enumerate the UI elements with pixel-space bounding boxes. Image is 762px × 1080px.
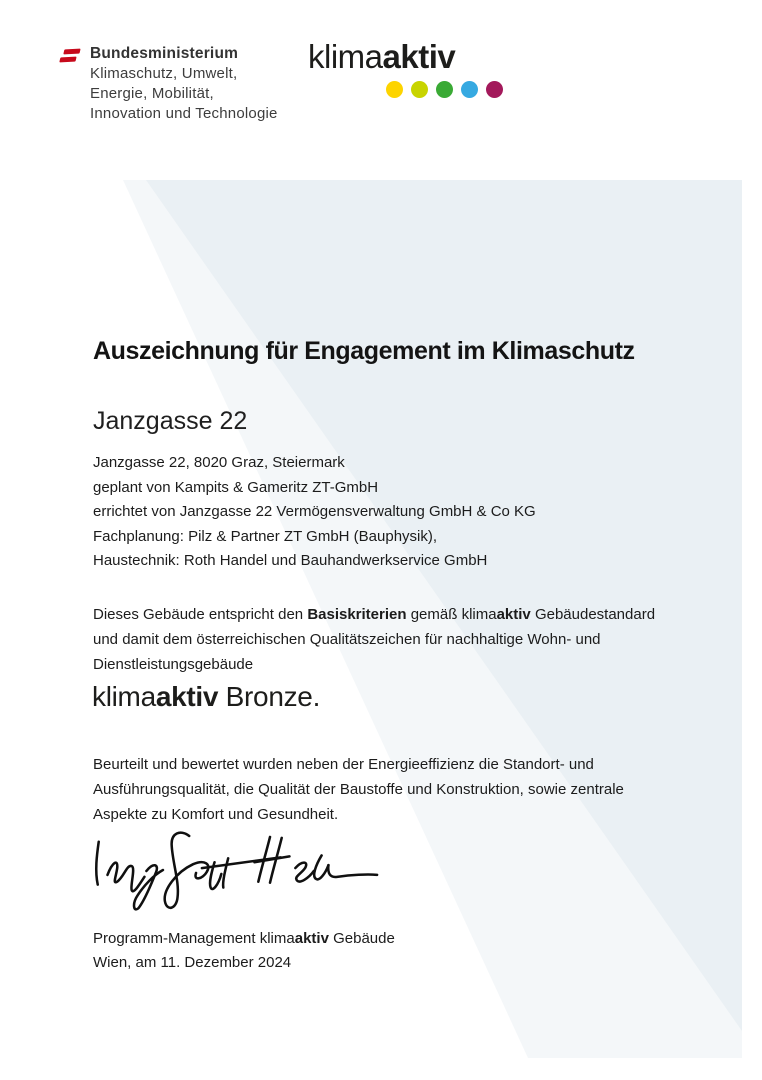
footer-segment: Programm-Management klima (93, 930, 295, 947)
statement-segment: Dieses Gebäude entspricht den (93, 606, 308, 623)
statement-line: und damit dem österreichischen Qualitätszeichen für nachhaltige Wohn- und (93, 631, 601, 648)
brand-dot (461, 81, 478, 98)
statement-line (93, 602, 655, 627)
award-brand-regular: klima (92, 681, 156, 712)
ministry-department-line: Innovation und Technologie (90, 105, 278, 122)
statement-segment-bold: aktiv (496, 606, 531, 623)
ministry-text (90, 44, 278, 124)
ministry-department-line: Energie, Mobilität, (90, 85, 214, 102)
flag-bar-top (63, 49, 80, 54)
detail-line: errichtet von Janzgasse 22 Vermögensverwaltung GmbH & Co KG (93, 503, 536, 520)
statement-line: Dienstleistungsgebäude (93, 656, 254, 673)
ministry-name: Bundesministerium (90, 45, 239, 62)
project-details (93, 451, 536, 574)
klimaaktiv-logo (308, 38, 455, 76)
statement-segment: Gebäudestandard (530, 606, 656, 623)
brand-regular: klima (308, 38, 383, 75)
detail-line: Janzgasse 22, 8020 Graz, Steiermark (93, 454, 345, 471)
assessment-line: Aspekte zu Komfort und Gesundheit. (93, 806, 339, 823)
brand-dot (411, 81, 428, 98)
statement-segment: gemäß klima (406, 606, 497, 623)
award-level (92, 681, 320, 713)
award-level-text: Bronze. (218, 681, 321, 712)
award-brand-bold: aktiv (155, 681, 219, 712)
brand-dots (386, 81, 503, 98)
footer-segment-bold: aktiv (294, 930, 329, 947)
detail-line: Haustechnik: Roth Handel und Bauhandwerkservice GmbH (93, 552, 488, 569)
signature-date: Wien, am 11. Dezember 2024 (93, 954, 292, 971)
statement-segment-bold: Basiskriterien (307, 606, 407, 623)
footer-segment: Gebäude (328, 930, 395, 947)
brand-dot (436, 81, 453, 98)
detail-line: geplant von Kampits & Gameritz ZT-GmbH (93, 478, 379, 496)
assessment-line: Ausführungsqualität, die Qualität der Baustoffe und Konstruktion, sowie zentrale (93, 781, 624, 798)
flag-bar-bottom (59, 57, 76, 62)
signature-role (93, 927, 395, 951)
brand-dot (386, 81, 403, 98)
ministry-department-line: Klimaschutz, Umwelt, (90, 65, 238, 82)
brand-bold: aktiv (382, 38, 456, 75)
brand-dot (486, 81, 503, 98)
project-name: Janzgasse 22 (93, 407, 248, 435)
standard-statement (93, 602, 655, 677)
austria-flag-icon (57, 48, 83, 66)
detail-line: Fachplanung: Pilz & Partner ZT GmbH (Bauphysik), (93, 527, 438, 545)
ministry-logo (57, 44, 278, 124)
certificate-title: Auszeichnung für Engagement im Klimaschutz (93, 337, 635, 365)
assessment-line: Beurteilt und bewertet wurden neben der Energieeffizienz die Standort- und (93, 756, 594, 773)
assessment-text (93, 752, 624, 827)
signature-block (93, 927, 395, 975)
signature-image (88, 824, 380, 918)
